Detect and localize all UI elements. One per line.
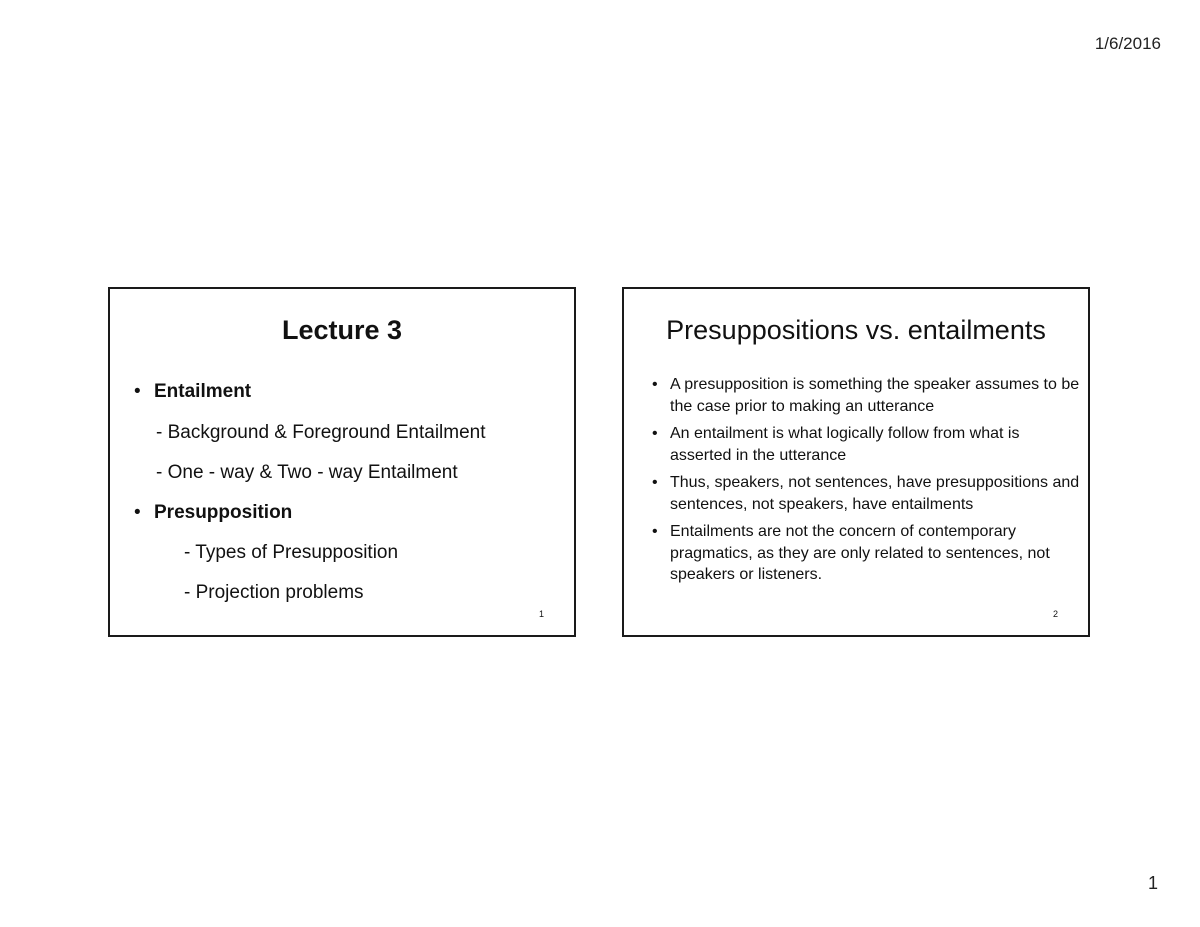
list-item: [650, 374, 1080, 417]
bullet-icon: •: [652, 425, 658, 442]
slide-number: 1: [538, 609, 544, 619]
list-item: [650, 521, 1080, 586]
bullet-list: [650, 374, 1080, 592]
sub-item-types: - Types of Presupposition: [184, 542, 399, 563]
bullet-icon: •: [652, 523, 658, 540]
bullet-label: Entailment: [154, 381, 252, 402]
slide-title: Lecture 3: [281, 315, 403, 345]
list-item-text: A presupposition is something the speaker assumes to be the case prior to making an utterance: [670, 376, 1080, 415]
sub-item-one-two-way: - One - way & Two - way Entailment: [156, 462, 458, 483]
list-item: [650, 423, 1080, 466]
slide-2: [622, 287, 1090, 637]
list-item-text: An entailment is what logically follow from what is asserted in the utterance: [670, 425, 1020, 464]
page-date: 1/6/2016: [1094, 34, 1161, 53]
bullet-icon: •: [652, 376, 658, 393]
slide-number: 2: [1052, 609, 1058, 619]
bullet-label: Presupposition: [154, 502, 293, 523]
slide-title: Presuppositions vs. entailments: [666, 315, 1046, 345]
list-item-text: Entailments are not the concern of contemporary pragmatics, as they are only related to sentences, not speakers or listeners.: [670, 523, 1050, 583]
list-item-text: Thus, speakers, not sentences, have presuppositions and sentences, not speakers, have entailments: [670, 474, 1080, 513]
bullet-icon: •: [652, 474, 658, 491]
bullet-entailment: [134, 381, 251, 403]
bullet-icon: •: [134, 502, 141, 523]
sub-item-background-foreground: - Background & Foreground Entailment: [156, 422, 486, 443]
page-number: 1: [1147, 873, 1158, 893]
sub-item-projection: - Projection problems: [184, 582, 364, 603]
bullet-icon: •: [134, 381, 141, 402]
list-item: [650, 472, 1080, 515]
slide-1: [108, 287, 576, 637]
bullet-presupposition: [134, 502, 292, 524]
